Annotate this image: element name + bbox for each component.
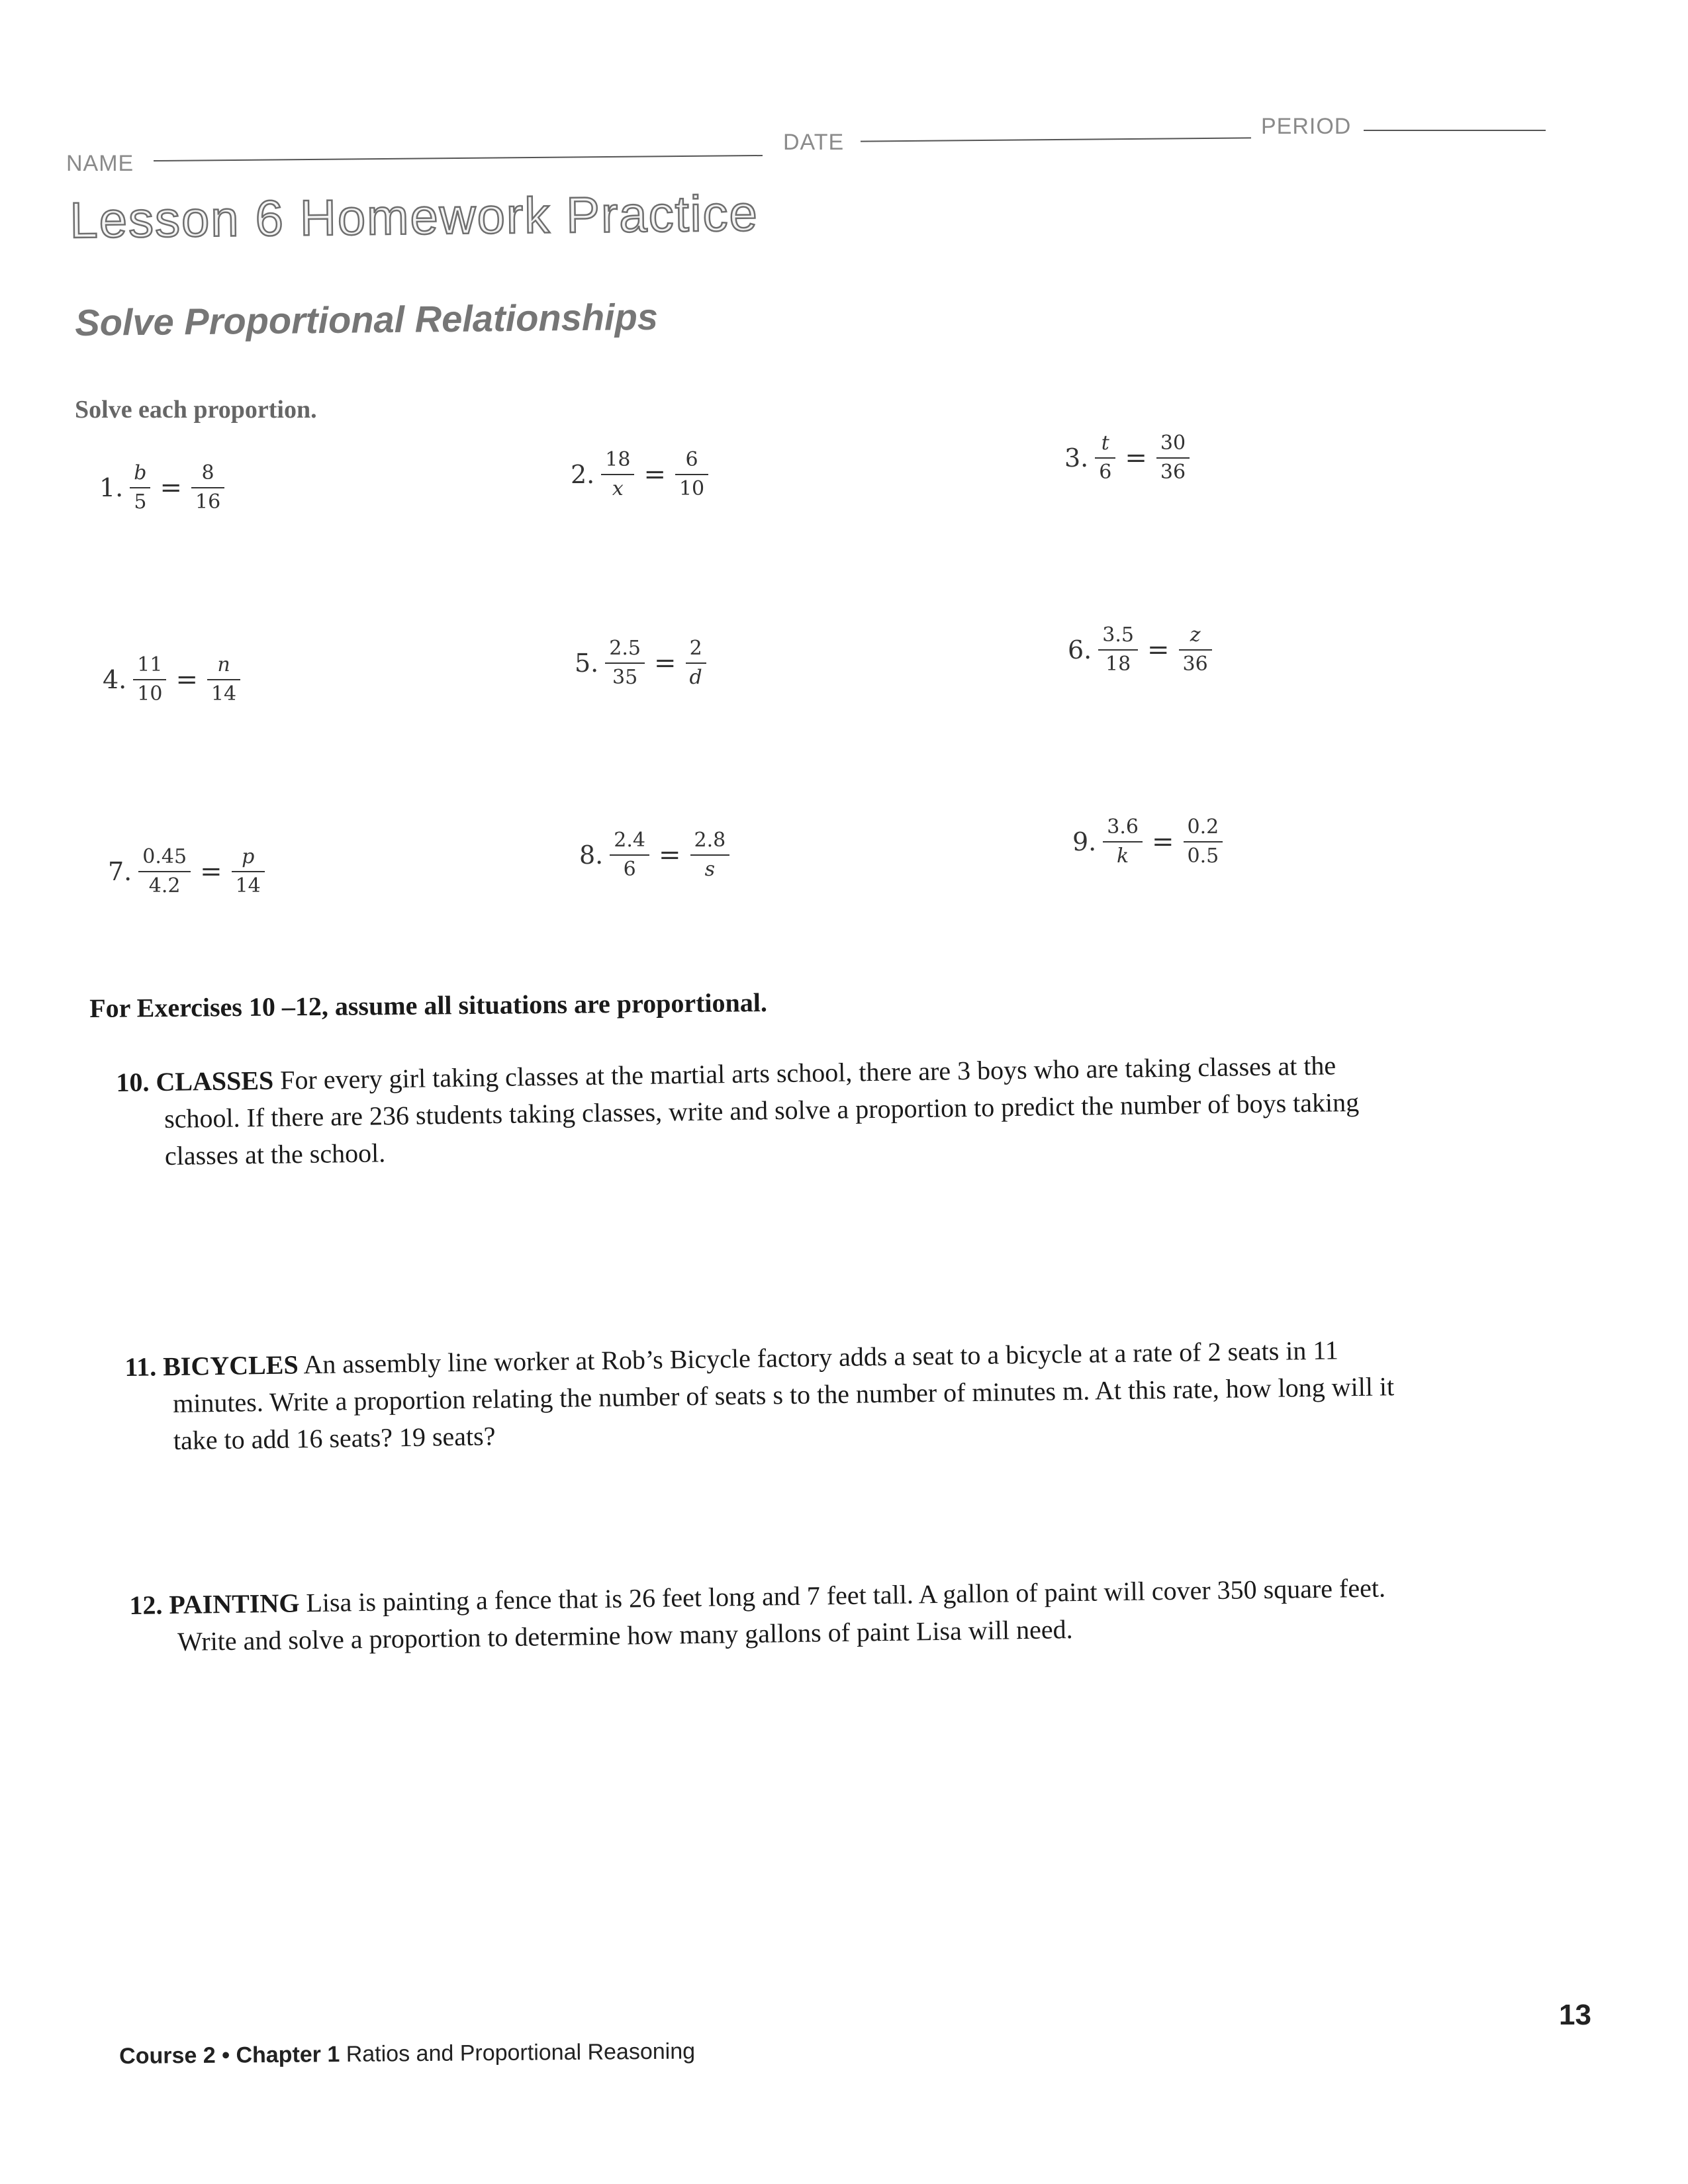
right-fraction: $\frac{2.8}{s}$ [690, 831, 730, 880]
footer-course: Course 2 [119, 2042, 216, 2069]
exercise-number: 12. [129, 1590, 163, 1620]
left-fraction: $\frac{3.5}{18}$ [1098, 625, 1138, 674]
exercise-number: 11. [124, 1351, 157, 1382]
right-fraction: $\frac{n}{14}$ [207, 655, 240, 704]
equals-sign: = [160, 473, 182, 503]
footer-bullet: • [221, 2042, 230, 2068]
problem-number: 8. [579, 841, 604, 870]
problem-6 [1068, 625, 1212, 674]
left-fraction: $\frac{2.5}{35}$ [605, 639, 645, 688]
date-line [861, 137, 1251, 142]
exercise-10 [116, 1044, 1540, 1175]
page-title: Lesson 6 Homework Practice [70, 185, 759, 249]
left-fraction: $\frac{2.4}{6}$ [610, 831, 649, 880]
exercise-label: BICYCLES [162, 1349, 299, 1382]
equals-sign: = [643, 459, 666, 490]
right-fraction: $\frac{30}{36}$ [1156, 433, 1190, 482]
problem-4 [103, 655, 240, 704]
problem-number: 4. [103, 665, 127, 694]
period-label: PERIOD [1261, 114, 1352, 139]
equals-sign: = [1125, 443, 1147, 473]
problem-number: 5. [575, 649, 599, 678]
name-line [154, 155, 763, 161]
left-fraction: $\frac{11}{10}$ [133, 655, 166, 704]
problem-5 [575, 639, 706, 688]
right-fraction: $\frac{0.2}{0.5}$ [1184, 817, 1223, 866]
equals-sign: = [653, 648, 677, 678]
page-number: 13 [1559, 1999, 1591, 2031]
problem-number: 9. [1072, 827, 1097, 856]
date-label: DATE [783, 130, 845, 155]
problem-9 [1072, 817, 1223, 866]
right-fraction: $\frac{6}{10}$ [675, 450, 708, 499]
exercise-text: Write and solve a proportion to determine how many gallons of paint Lisa will need. [177, 1614, 1073, 1657]
footer-chapter-title: Ratios and Proportional Reasoning [346, 2038, 696, 2068]
exercise-12 [129, 1567, 1586, 1661]
problem-3 [1064, 433, 1190, 482]
footer [119, 2038, 695, 2070]
exercise-number: 10. [116, 1067, 150, 1097]
exercise-label: CLASSES [156, 1065, 274, 1097]
right-fraction: $\frac{z}{36}$ [1179, 625, 1212, 674]
left-fraction: $\frac{0.45}{4.2}$ [138, 847, 191, 896]
right-fraction: $\frac{2}{d}$ [686, 639, 706, 688]
left-fraction: $\frac{b}{5}$ [130, 463, 150, 512]
equals-sign: = [1147, 635, 1170, 665]
equals-sign: = [175, 664, 198, 695]
exercise-text: classes at the school. [164, 1138, 386, 1171]
problem-7 [108, 847, 265, 896]
exercises-heading: For Exercises 10 –12, assume all situations are proportional. [89, 987, 768, 1023]
right-fraction: $\frac{8}{16}$ [191, 463, 224, 512]
problem-number: 3. [1064, 443, 1089, 473]
exercise-text: school. If there are 236 students taking classes, write and solve a proportion to predict the number of boys taking [164, 1087, 1360, 1134]
exercise-text: An assembly line worker at Rob’s Bicycle factory adds a seat to a bicycle at a rate of 2 seats in 11 [303, 1335, 1339, 1380]
left-fraction: $\frac{18}{x}$ [601, 450, 634, 499]
footer-chapter: Chapter 1 [236, 2042, 340, 2068]
problem-number: 7. [108, 857, 132, 886]
problem-8 [579, 831, 729, 880]
problem-number: 6. [1068, 635, 1092, 664]
problem-1 [99, 463, 224, 512]
right-fraction: $\frac{p}{14}$ [232, 847, 265, 896]
equals-sign: = [200, 856, 222, 887]
equals-sign: = [1151, 827, 1174, 857]
name-label: NAME [66, 151, 134, 176]
instructions: Solve each proportion. [75, 396, 317, 424]
left-fraction: $\frac{t}{6}$ [1095, 433, 1115, 482]
equals-sign: = [658, 840, 681, 870]
exercise-text: minutes. Write a proportion relating the number of seats s to the number of minutes m. At this rate, how long will it [172, 1371, 1395, 1418]
exercise-text: For every girl taking classes at the martial arts school, there are 3 boys who are taking classes at the [279, 1050, 1336, 1095]
page-subtitle: Solve Proportional Relationships [75, 295, 659, 343]
exercise-text: Lisa is painting a fence that is 26 feet long and 7 feet tall. A gallon of paint will cover 350 square feet. [306, 1572, 1386, 1618]
exercise-text: take to add 16 seats? 19 seats? [173, 1421, 496, 1455]
problem-number: 1. [99, 473, 124, 502]
period-line [1364, 130, 1546, 131]
problem-2 [571, 450, 708, 499]
exercise-11 [124, 1328, 1582, 1460]
left-fraction: $\frac{3.6}{k}$ [1103, 817, 1143, 866]
problem-number: 2. [571, 460, 595, 489]
exercise-label: PAINTING [169, 1588, 300, 1620]
